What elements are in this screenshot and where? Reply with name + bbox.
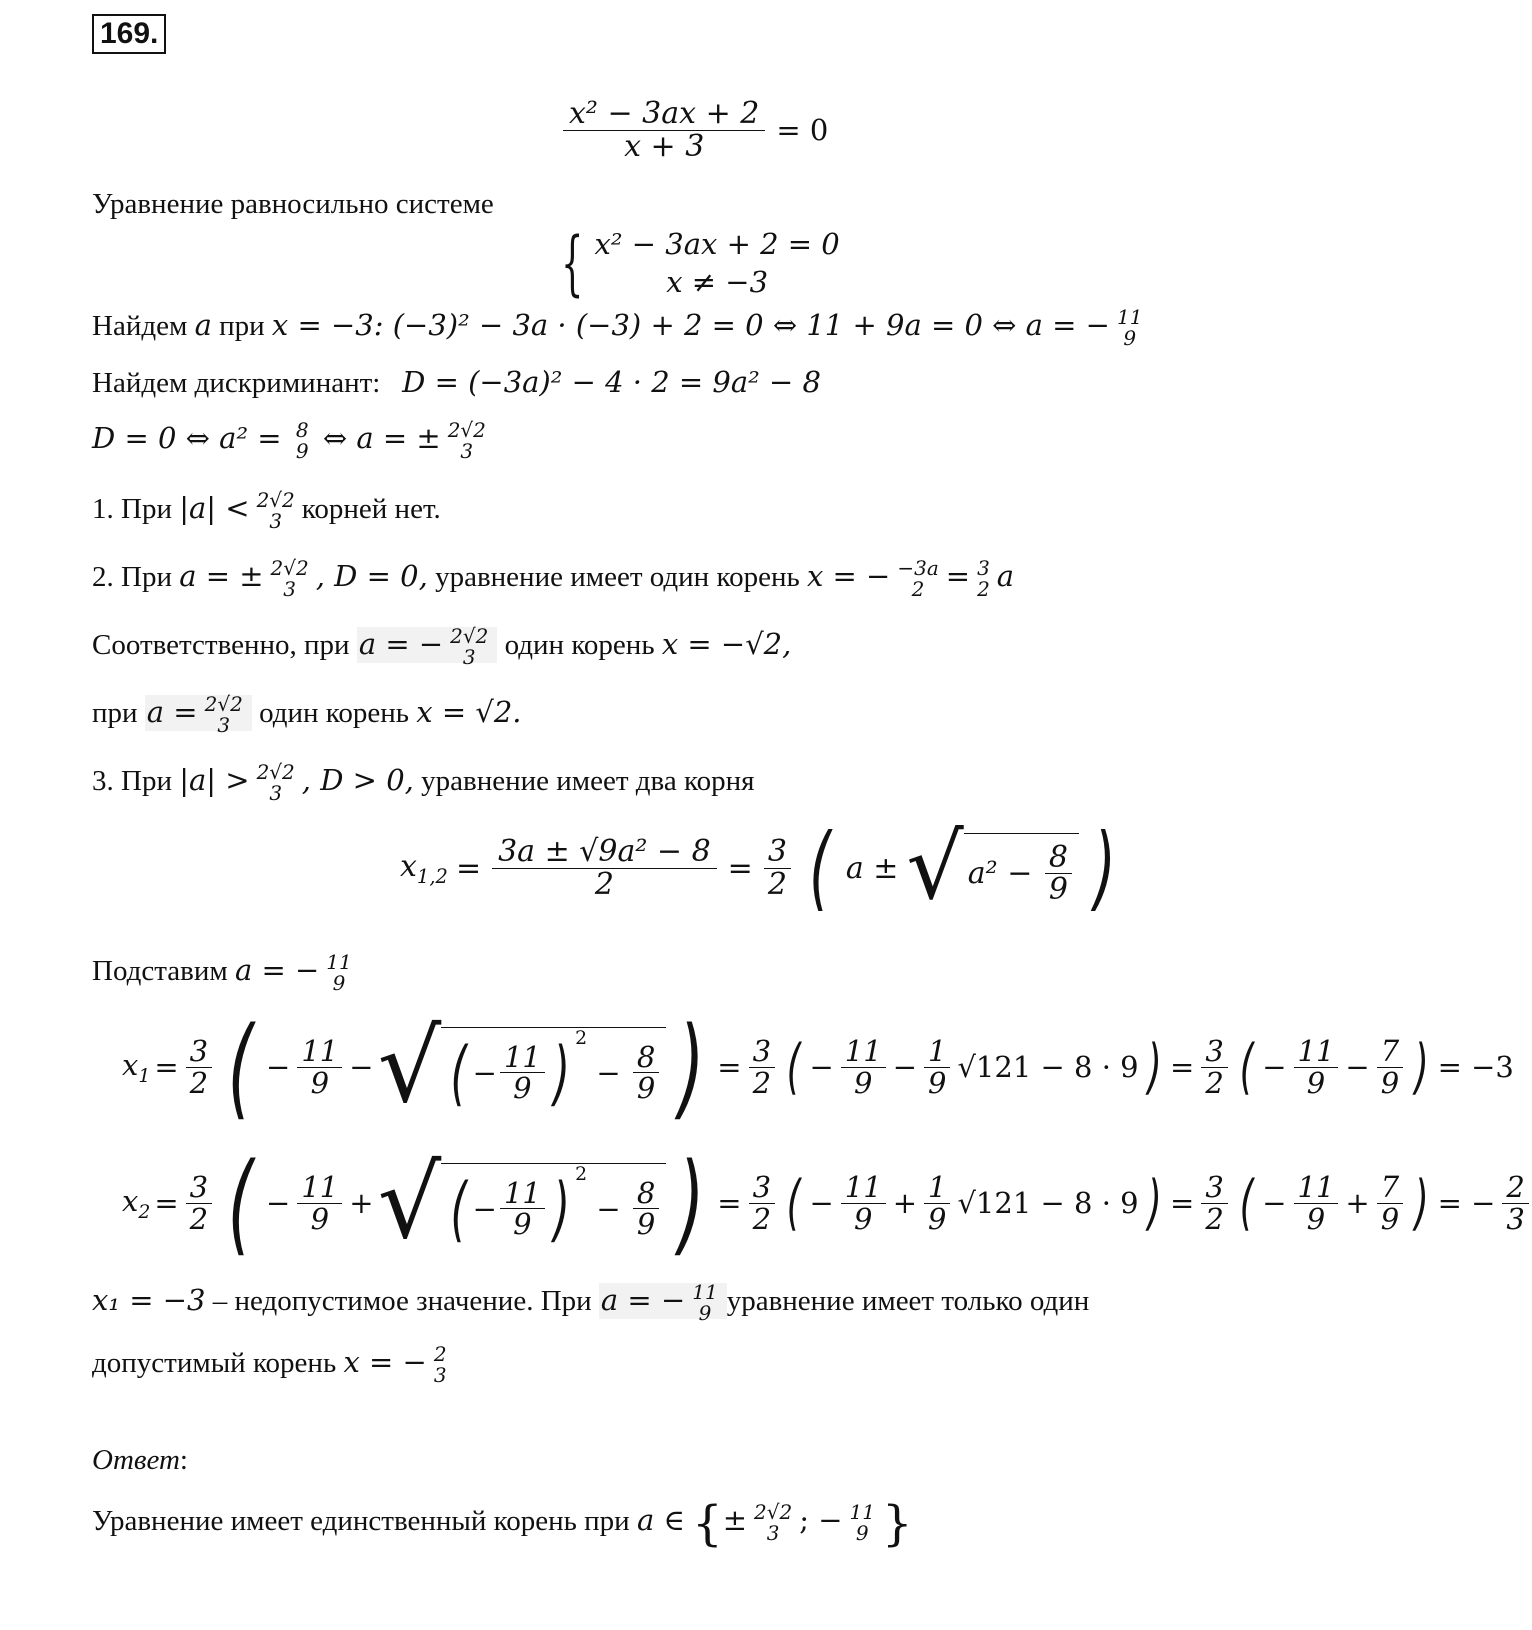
answer-expr: a ∈ bbox=[636, 1503, 685, 1537]
sqrt-expr: √121 − 8 · 9 bbox=[957, 1186, 1139, 1220]
frac-num: 2√2 bbox=[270, 556, 309, 581]
frac-num: 11 bbox=[500, 1178, 545, 1209]
find-a-var: a bbox=[194, 308, 212, 342]
frac-den: 9 bbox=[1306, 1201, 1326, 1236]
x2-final-eq: = − bbox=[1437, 1186, 1496, 1220]
find-a-expr: x = −3: (−3)² − 3a · (−3) + 2 = 0 ⇔ 11 + 9a = 0 ⇔ a = − bbox=[271, 308, 1110, 342]
frac-num: 1 bbox=[924, 1036, 950, 1067]
case2-prefix: 2. При bbox=[92, 561, 172, 593]
case2-mid: , D = 0, bbox=[315, 559, 428, 593]
frac-num: 8 bbox=[1045, 842, 1072, 875]
eq-rhs: = 0 bbox=[776, 113, 829, 147]
answer-colon: : bbox=[179, 1444, 188, 1476]
x2-lhs: x bbox=[122, 1183, 139, 1218]
frac-den: 3 bbox=[766, 1521, 780, 1546]
frac-num: 11 bbox=[297, 1036, 342, 1067]
frac-den: 9 bbox=[1380, 1065, 1400, 1100]
substitute-expr: a = − bbox=[234, 953, 320, 987]
find-a-when: при bbox=[219, 310, 265, 342]
frac-den: 9 bbox=[855, 1521, 869, 1546]
case3-line bbox=[92, 760, 754, 804]
frac-den: 9 bbox=[928, 1065, 947, 1100]
x2-sign: + bbox=[892, 1186, 917, 1220]
case1-suffix: корней нет. bbox=[301, 493, 441, 525]
right-paren: ) bbox=[1147, 1032, 1162, 1102]
frac-den: 9 bbox=[928, 1201, 947, 1236]
system-row1: x² − 3ax + 2 = 0 bbox=[594, 227, 840, 261]
right-paren: ) bbox=[678, 1003, 705, 1131]
frac-den: 9 bbox=[698, 1301, 712, 1326]
eq-sign: = bbox=[154, 1186, 179, 1220]
frac-num: 11 bbox=[692, 1280, 718, 1305]
frac-den: 2 bbox=[1205, 1201, 1224, 1236]
highlight-box bbox=[599, 1280, 727, 1326]
sqrt-icon: √ bbox=[906, 815, 964, 920]
d-zero-lhs: D = 0 ⇔ a² = bbox=[92, 421, 282, 455]
frac-den: 9 bbox=[513, 1071, 532, 1105]
left-paren: ( bbox=[450, 1167, 468, 1250]
answer-label: Ответ bbox=[92, 1444, 180, 1476]
frac-num: −3a bbox=[897, 556, 939, 581]
frac-den: 9 bbox=[513, 1207, 532, 1241]
left-paren: ( bbox=[450, 1031, 468, 1114]
minus-sign: − bbox=[1262, 1186, 1287, 1220]
case2-line bbox=[92, 556, 1014, 600]
frac-num: 11 bbox=[500, 1042, 545, 1073]
roots-sub: 1,2 bbox=[416, 864, 448, 888]
frac-num: 3 bbox=[1201, 1036, 1227, 1067]
frac-num: 2√2 bbox=[754, 1500, 793, 1525]
frac-den: 9 bbox=[1380, 1201, 1400, 1236]
x2-sub: 2 bbox=[138, 1201, 151, 1223]
discriminant-expr: D = (−3a)² − 4 · 2 = 9a² − 8 bbox=[402, 365, 821, 399]
when-hl: a = bbox=[146, 695, 198, 729]
roots-formula bbox=[400, 814, 1123, 921]
sqrt-expr: √121 − 8 · 9 bbox=[957, 1050, 1139, 1084]
frac-num: 2 bbox=[433, 1342, 447, 1367]
eq-sign: = bbox=[1170, 1050, 1195, 1084]
roots-eq: = bbox=[455, 850, 482, 886]
sqrt-icon: √ bbox=[377, 1008, 442, 1125]
frac-num: 11 bbox=[841, 1172, 886, 1203]
eq-sign: = bbox=[717, 1050, 742, 1084]
frac-num: 3 bbox=[186, 1172, 212, 1203]
when-expr: x = √2. bbox=[416, 695, 522, 729]
right-paren: ) bbox=[678, 1139, 705, 1267]
conclusion2-text: допустимый корень bbox=[92, 1347, 337, 1379]
accordingly-line bbox=[92, 624, 791, 668]
conclusion-line1 bbox=[92, 1280, 1089, 1324]
roots-lhs: x bbox=[400, 848, 417, 884]
frac-den: 3 bbox=[1506, 1201, 1525, 1236]
conclusion-text: – недопустимое значение. При bbox=[212, 1285, 592, 1317]
frac-den: 9 bbox=[310, 1201, 330, 1236]
answer-sep: ; − bbox=[799, 1503, 843, 1537]
case2-expr: x = − bbox=[806, 559, 891, 593]
answer-pm: ± bbox=[722, 1503, 748, 1537]
frac-num: 2√2 bbox=[204, 692, 243, 717]
accordingly-hl: a = − bbox=[358, 627, 444, 661]
case3-text: уравнение имеет два корня bbox=[421, 765, 755, 797]
square-exp: 2 bbox=[575, 1028, 588, 1049]
answer-label-line bbox=[92, 1440, 188, 1480]
frac-num: 8 bbox=[295, 418, 309, 443]
answer-line bbox=[92, 1495, 913, 1552]
frac-den: 9 bbox=[1306, 1065, 1326, 1100]
roots-den: 2 bbox=[594, 866, 614, 902]
minus-sign: − bbox=[266, 1050, 291, 1084]
minus-sign: − bbox=[472, 1055, 497, 1090]
frac-num: 11 bbox=[326, 950, 352, 975]
frac-num: 3 bbox=[186, 1036, 212, 1067]
rad-a: a² bbox=[967, 856, 998, 891]
x2-sign: + bbox=[1345, 1186, 1370, 1220]
frac-num: 2√2 bbox=[450, 624, 489, 649]
case2-tail: a bbox=[996, 559, 1015, 593]
frac-num: 11 bbox=[841, 1036, 886, 1067]
eq-sign: = bbox=[154, 1050, 179, 1084]
d-zero-line bbox=[92, 418, 493, 462]
rad-minus: − bbox=[1007, 856, 1033, 891]
roots-inner: a ± bbox=[845, 850, 899, 886]
case3-cond: |a| > bbox=[179, 763, 250, 797]
frac-num: 8 bbox=[633, 1042, 659, 1073]
accordingly-expr: x = −√2, bbox=[661, 627, 792, 661]
frac-den: 9 bbox=[854, 1065, 873, 1100]
case1-line bbox=[92, 488, 441, 532]
x2-sign: + bbox=[349, 1186, 374, 1220]
frac-den: 3 bbox=[269, 509, 283, 534]
x2-calc bbox=[122, 1139, 1532, 1267]
right-paren: ) bbox=[553, 1167, 570, 1250]
x1-sub: 1 bbox=[138, 1065, 151, 1087]
minus-sign: − bbox=[472, 1191, 497, 1226]
conclusion2-expr: x = − bbox=[343, 1345, 427, 1379]
minus-sign: − bbox=[266, 1186, 291, 1220]
x1-lhs: x bbox=[122, 1047, 139, 1082]
left-paren: ( bbox=[227, 1003, 254, 1131]
frac-num: 1 bbox=[924, 1172, 950, 1203]
right-paren: ) bbox=[1414, 1032, 1429, 1102]
sqrt-icon: √ bbox=[377, 1144, 442, 1261]
frac-den: 2 bbox=[189, 1201, 209, 1236]
when-text: один корень bbox=[259, 697, 410, 729]
frac-num: 11 bbox=[1116, 305, 1143, 330]
x1-sign: − bbox=[892, 1050, 917, 1084]
frac-num: 2√2 bbox=[256, 488, 295, 513]
square-exp: 2 bbox=[575, 1164, 588, 1185]
frac-num: 7 bbox=[1377, 1172, 1403, 1203]
frac-num: 2√2 bbox=[447, 418, 486, 443]
find-a-label: Найдем bbox=[92, 310, 188, 342]
x1-final: = −3 bbox=[1437, 1050, 1514, 1084]
left-paren: ( bbox=[227, 1139, 254, 1267]
find-a-line bbox=[92, 305, 1149, 349]
system bbox=[550, 222, 840, 304]
left-paren: ( bbox=[1239, 1032, 1254, 1102]
frac-den: 3 bbox=[217, 713, 231, 738]
frac-den: 2 bbox=[1205, 1065, 1224, 1100]
frac-den: 3 bbox=[283, 577, 297, 602]
substitute-text: Подставим bbox=[92, 955, 228, 987]
frac-num: 2 bbox=[1502, 1172, 1528, 1203]
frac-den: 2 bbox=[911, 577, 925, 602]
frac-den: 3 bbox=[460, 439, 474, 464]
right-paren: ) bbox=[553, 1031, 570, 1114]
system-intro: Уравнение равносильно системе bbox=[92, 188, 494, 220]
case2-eq: = bbox=[945, 559, 971, 593]
x1-sign: − bbox=[1345, 1050, 1370, 1084]
frac-den: 9 bbox=[295, 439, 309, 464]
frac-den: 3 bbox=[433, 1363, 447, 1388]
left-paren: ( bbox=[786, 1032, 801, 1102]
frac-den: 9 bbox=[636, 1207, 656, 1241]
frac-den: 9 bbox=[1123, 326, 1137, 351]
frac-num: 3 bbox=[749, 1036, 775, 1067]
minus-sign: − bbox=[1262, 1050, 1287, 1084]
minus-sign: − bbox=[596, 1055, 621, 1090]
eq-sign: = bbox=[1170, 1186, 1195, 1220]
frac-num: 11 bbox=[849, 1500, 875, 1525]
minus-sign: − bbox=[809, 1050, 834, 1084]
frac-num: 11 bbox=[1294, 1036, 1339, 1067]
eq-denominator: x + 3 bbox=[624, 128, 705, 164]
frac-num: 3 bbox=[764, 836, 791, 869]
case1-prefix: 1. При bbox=[92, 493, 172, 525]
x1-calc bbox=[122, 1003, 1514, 1131]
d-zero-mid: ⇔ a = ± bbox=[322, 421, 441, 455]
answer-text: Уравнение имеет единственный корень при bbox=[92, 1505, 630, 1537]
when-line bbox=[92, 692, 522, 736]
accordingly-text: один корень bbox=[504, 629, 655, 661]
discriminant-label: Найдем дискриминант: bbox=[92, 367, 381, 399]
frac-num: 11 bbox=[297, 1172, 342, 1203]
main-equation bbox=[560, 98, 828, 162]
highlight-box bbox=[357, 624, 498, 670]
case3-prefix: 3. При bbox=[92, 765, 172, 797]
left-paren: ( bbox=[1239, 1168, 1254, 1238]
frac-num: 3 bbox=[1201, 1172, 1227, 1203]
frac-den: 9 bbox=[636, 1071, 656, 1105]
frac-den: 2 bbox=[189, 1065, 209, 1100]
substitute-line bbox=[92, 950, 359, 994]
frac-den: 2 bbox=[767, 866, 787, 902]
minus-sign: − bbox=[809, 1186, 834, 1220]
roots-num: 3a ± √9a² − 8 bbox=[492, 836, 717, 869]
brace-close-icon: } bbox=[881, 1495, 913, 1552]
conclusion-line2 bbox=[92, 1342, 454, 1386]
case2-text: уравнение имеет один корень bbox=[435, 561, 800, 593]
case2-cond: a = ± bbox=[179, 559, 264, 593]
frac-num: 7 bbox=[1377, 1036, 1403, 1067]
right-paren: ) bbox=[1094, 814, 1116, 921]
discriminant-line bbox=[92, 362, 821, 403]
frac-num: 2√2 bbox=[256, 760, 295, 785]
when-prefix: при bbox=[92, 697, 138, 729]
frac-den: 2 bbox=[752, 1065, 772, 1100]
case1-cond: |a| < bbox=[179, 491, 250, 525]
roots-eq2: = bbox=[727, 850, 753, 886]
conclusion-hl: a = − bbox=[600, 1283, 686, 1317]
x1-sign: − bbox=[349, 1050, 374, 1084]
frac-den: 9 bbox=[310, 1065, 330, 1100]
eq-numerator: x² − 3ax + 2 bbox=[563, 98, 765, 131]
frac-den: 9 bbox=[332, 971, 346, 996]
frac-num: 3 bbox=[749, 1172, 775, 1203]
right-paren: ) bbox=[1147, 1168, 1162, 1238]
left-paren: ( bbox=[809, 814, 831, 921]
frac-den: 3 bbox=[462, 645, 476, 670]
frac-den: 9 bbox=[854, 1201, 873, 1236]
brace-icon: { bbox=[561, 222, 584, 304]
frac-den: 3 bbox=[269, 781, 283, 806]
problem-number: 169. bbox=[92, 14, 166, 54]
frac-den: 2 bbox=[977, 577, 990, 602]
eq-sign: = bbox=[717, 1186, 742, 1220]
conclusion-tail: уравнение имеет только один bbox=[726, 1285, 1090, 1317]
minus-sign: − bbox=[596, 1191, 621, 1226]
frac-den: 9 bbox=[1048, 872, 1068, 907]
left-paren: ( bbox=[786, 1168, 801, 1238]
accordingly-prefix: Соответственно, при bbox=[92, 629, 350, 661]
highlight-box bbox=[145, 692, 252, 738]
frac-den: 2 bbox=[752, 1201, 772, 1236]
right-paren: ) bbox=[1414, 1168, 1429, 1238]
brace-open-icon: { bbox=[692, 1495, 723, 1552]
frac-num: 11 bbox=[1294, 1172, 1339, 1203]
conclusion-expr: x₁ = −3 bbox=[92, 1283, 206, 1317]
frac-num: 8 bbox=[633, 1178, 659, 1209]
frac-num: 3 bbox=[977, 556, 990, 581]
system-row2: x ≠ −3 bbox=[666, 265, 769, 299]
case3-mid: , D > 0, bbox=[301, 763, 414, 797]
